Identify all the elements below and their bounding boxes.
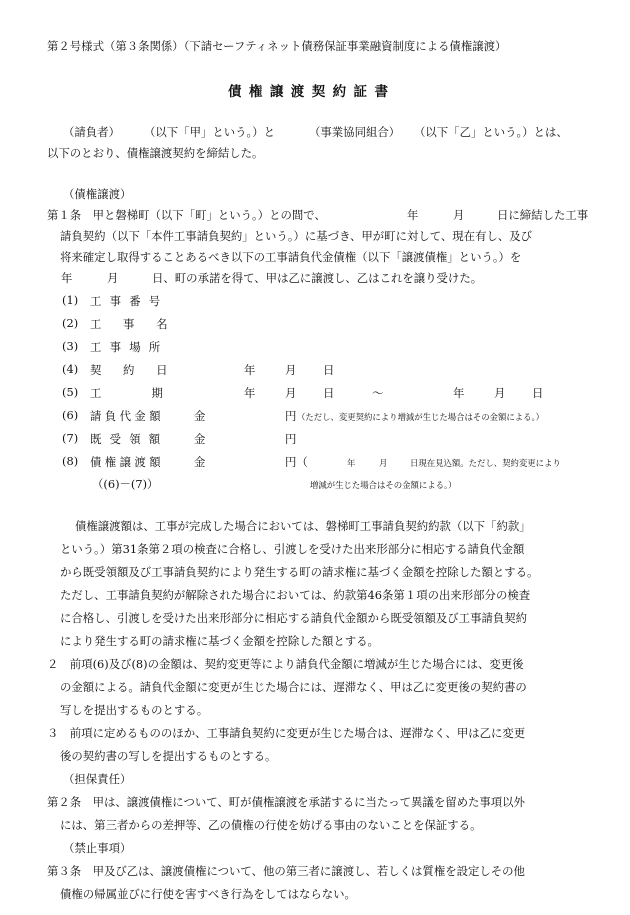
article1-paragraph-line: 債権譲渡額は、工事が完成した場合においては、磐梯町工事請負契約約款（以下「約款」 (75, 519, 531, 533)
article2-line: 第２条 甲は、譲渡債権について、町が債権譲渡を承諾するに当たって異議を留めた事項以外 (47, 795, 525, 809)
contract-amount-note: （ただし、変更契約により増減が生じた場合はその金額による。） (297, 412, 545, 422)
page-title: 債権譲渡契約証書 (228, 84, 396, 100)
item-number: (1) (62, 293, 79, 307)
article3-heading: （禁止事項） (63, 841, 132, 855)
article2-heading: （担保責任） (63, 772, 132, 786)
article1-heading: （債権譲渡） (63, 187, 132, 201)
party-a-alias: （以下「甲」という。）と (144, 125, 275, 139)
transfer-note-month: 月 (379, 458, 388, 468)
received-amount-yen: 円 (285, 432, 297, 446)
article1-clause2-line: の金額による。請負代金額に変更が生じた場合には、遅滞なく、甲は乙に変更後の契約書の (60, 680, 527, 694)
intro-line: 以下のとおり、債権譲渡契約を締結した。 (47, 146, 264, 160)
transfer-amount-kin: 金 (194, 455, 206, 469)
period-end-month: 月 (494, 386, 506, 400)
contract-date-month: 月 (285, 363, 297, 377)
article1-paragraph-line: という。）第31条第２項の検査に合格し、引渡しを受けた出来形部分に相応する請負代金額 (60, 542, 525, 556)
article1-line1-start: 第１条 甲と磐梯町（以下「町」という。）との間で、 (47, 208, 326, 222)
item-label-contract-date: 契約日 (90, 363, 190, 377)
article1-clause3-line: ３ 前項に定めるもののほか、工事請負契約に変更が生じた場合は、遅滞なく、甲は乙に変更 (47, 726, 526, 740)
article1-line4-month: 月 (107, 271, 119, 285)
party-b-alias: （以下「乙」という。）とは、 (414, 125, 568, 139)
transfer-note-year: 年 (347, 458, 356, 468)
period-start-month: 月 (285, 386, 297, 400)
article1-clause2-line: ２ 前項(6)及び(8)の金額は、契約変更等により請負代金額に増減が生じた場合には、変更後 (47, 657, 524, 671)
period-start-year: 年 (244, 386, 256, 400)
contract-date-day: 日 (323, 363, 335, 377)
item-number: (6) (62, 408, 79, 422)
party-a-label: （請負者） (63, 125, 120, 139)
contract-amount-kin: 金 (194, 409, 206, 423)
article1-line4-end: 日、町の承諾を得て、甲は乙に譲渡し、乙はこれを譲り受けた。 (152, 271, 483, 285)
article1-clause2-line: 写しを提出するものとする。 (60, 703, 209, 717)
period-tilde: ～ (372, 386, 384, 400)
item-number: (8) (62, 454, 79, 468)
period-end-year: 年 (453, 386, 465, 400)
article2-line: には、第三者からの差押等、乙の債権の行使を妨げる事由のないことを保証する。 (60, 818, 482, 832)
item-number: (3) (62, 339, 79, 353)
article1-paragraph-line: に合格し、引渡しを受けた出来形部分に相応する請負代金額から既受領額及び工事請負契約 (60, 611, 528, 625)
article1-paragraph-line: ただし、工事請負契約が解除された場合においては、約款第46条第１項の出来形部分の検査 (60, 588, 531, 602)
article1-paragraph-line: から既受領額及び工事請負契約により発生する町の請求権に基づく金額を控除した額とする。 (60, 565, 539, 579)
item-number: (4) (62, 362, 79, 376)
item-label-period: 工期 (90, 386, 214, 400)
article3-line: 第３条 甲及び乙は、譲渡債権について、他の第三者に譲渡し、若しくは質権を設定しその他 (47, 864, 525, 878)
item-number: (5) (62, 385, 79, 399)
transfer-note-rest: 日現在見込額。ただし、契約変更により (410, 458, 561, 468)
article1-clause3-line: 後の契約書の写しを提出するものとする。 (60, 749, 277, 763)
item-label-construction-site: 工事場所 (90, 340, 169, 354)
item-number: (2) (62, 316, 79, 330)
party-b-label: （事業協同組合） (309, 125, 401, 139)
item-number: (7) (62, 431, 79, 445)
transfer-amount-yen: 円（ (285, 455, 308, 469)
item-label-received-amount: 既受領額 (90, 432, 169, 446)
item-label-transfer-amount: 債権譲渡額 (90, 455, 165, 469)
period-end-day: 日 (532, 386, 544, 400)
transfer-formula: （(6)－(7)） (92, 477, 159, 491)
transfer-note-line2: 増減が生じた場合はその金額による。） (310, 480, 457, 490)
article1-paragraph-line: により発生する町の請求権に基づく金額を控除した額とする。 (60, 634, 379, 648)
item-label-construction-name: 工事名 (90, 317, 190, 331)
article1-line1-year: 年 (407, 208, 419, 222)
item-label-construction-number: 工事番号 (90, 294, 169, 308)
contract-amount-yen: 円 (285, 409, 297, 423)
article1-line3: 将来確定し取得することあるべき以下の工事請負代金債権（以下「譲渡債権」という。）を (60, 250, 522, 264)
contract-date-year: 年 (244, 363, 256, 377)
item-label-contract-amount: 請負代金額 (90, 409, 165, 423)
article1-line2: 請負契約（以下「本件工事請負契約」という。）に基づき、甲が町に対して、現在有し、及び (60, 229, 533, 243)
article1-line4-year: 年 (61, 271, 73, 285)
period-start-day: 日 (323, 386, 335, 400)
form-number: 第２号様式（第３条関係）（下請セーフティネット債務保証事業融資制度による債権譲渡） (47, 39, 507, 53)
article1-line1-end: 日に締結した工事 (497, 208, 589, 222)
article3-line: 債権の帰属並びに行使を害すべき行為をしてはならない。 (60, 887, 356, 901)
received-amount-kin: 金 (194, 432, 206, 446)
article1-line1-month: 月 (453, 208, 465, 222)
